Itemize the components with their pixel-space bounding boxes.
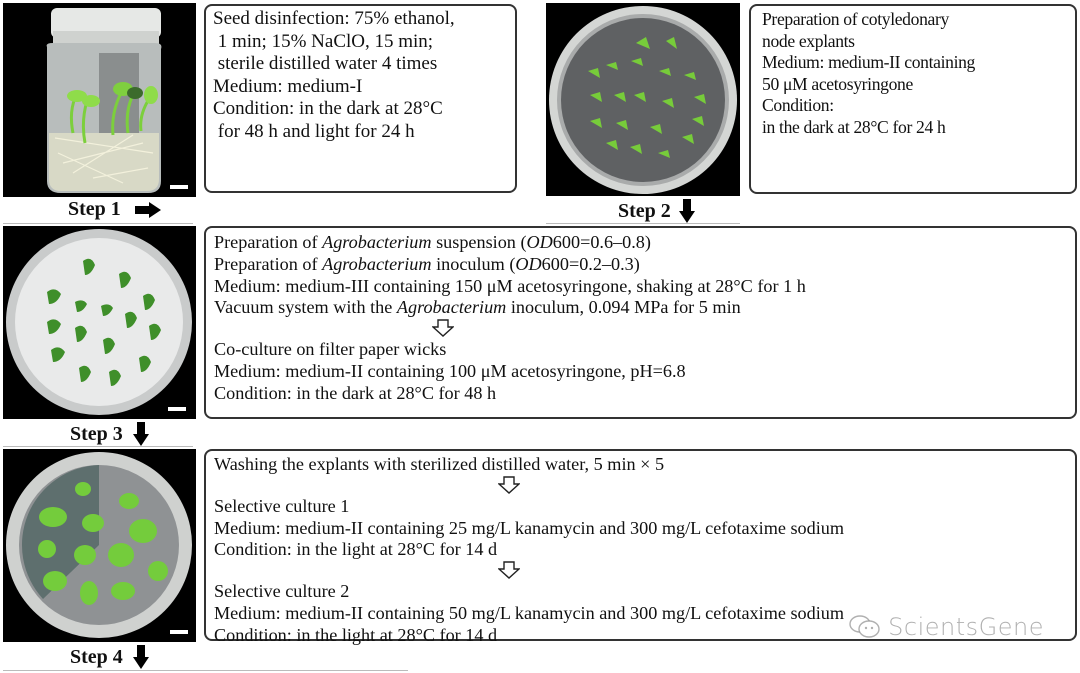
- hollow-arrow-down-icon: [498, 476, 520, 494]
- step2-photo-dish: [546, 3, 740, 196]
- flow-arrow: [214, 561, 1075, 581]
- scale-bar: [168, 407, 186, 411]
- watermark: ScientsGene: [848, 613, 1044, 641]
- chat-bubble-icon: [848, 614, 882, 640]
- flow-arrow: [214, 319, 1075, 339]
- arrow-down-icon: [133, 645, 149, 669]
- section-divider: [546, 223, 740, 224]
- text-line: Co-culture on filter paper wicks: [214, 339, 447, 360]
- scale-bar: [170, 630, 188, 634]
- text-line: sterile distilled water 4 times: [213, 53, 438, 74]
- text-line: node explants: [762, 30, 855, 51]
- hollow-arrow-down-icon: [498, 561, 520, 579]
- text-line: Preparation of cotyledonary: [762, 9, 949, 29]
- step1-photo-jar: [3, 3, 196, 197]
- text-line: Medium: medium-I: [213, 75, 363, 97]
- text-line: in the dark at 28°C for 24 h: [762, 116, 946, 137]
- coculture-dish-image: [3, 226, 196, 419]
- text-line: Seed disinfection: 75% ethanol,: [213, 8, 455, 29]
- text-line: Medium: medium-II containing 100 μM acetosyringone, pH=6.8: [214, 360, 686, 381]
- flow-arrow: [214, 476, 1075, 496]
- hollow-arrow-down-icon: [432, 319, 454, 337]
- seedling-jar-image: [3, 3, 196, 197]
- arrow-down-icon: [679, 199, 695, 223]
- scale-bar: [170, 185, 188, 189]
- arrow-right-icon: [135, 202, 161, 218]
- text-line: Medium: medium-II containing: [762, 52, 976, 73]
- step1-description-box: [204, 4, 517, 193]
- text-line: Medium: medium-III containing 150 μM acetosyringone, shaking at 28°C for 1 h: [214, 275, 806, 296]
- step3-description-box: [204, 226, 1077, 419]
- text-line: Medium: medium-II containing 50 mg/L kanamycin and 300 mg/L cefotaxime sodium: [214, 602, 845, 623]
- text-line: Washing the explants with sterilized distilled water, 5 min × 5: [214, 454, 665, 474]
- text-line: Condition: in the light at 28°C for 14 d: [214, 624, 498, 645]
- text-line: Condition: in the dark at 28°C: [213, 98, 443, 119]
- text-line: Selective culture 1: [214, 495, 350, 516]
- text-line: Condition:: [762, 95, 834, 116]
- text-line: Preparation of Agrobacterium suspension (OD600=0.6–0.8): [214, 232, 651, 252]
- text-line: 1 min; 15% NaClO, 15 min;: [213, 30, 434, 52]
- section-divider: [3, 223, 193, 224]
- text-line: for 48 h and light for 24 h: [213, 120, 415, 142]
- text-line: Condition: in the light at 28°C for 14 d: [214, 539, 498, 560]
- step4-label: Step 4: [70, 645, 149, 669]
- section-divider: [3, 446, 193, 447]
- text-line: Preparation of Agrobacterium inoculum (OD600=0.2–0.3): [214, 253, 640, 274]
- text-line: Medium: medium-II containing 25 mg/L kanamycin and 300 mg/L cefotaxime sodium: [214, 517, 845, 538]
- selective-culture-dish-image: [3, 449, 196, 642]
- step3-label: Step 3: [70, 422, 149, 446]
- text-line: Condition: in the dark at 28°C for 48 h: [214, 382, 497, 403]
- text-line: Vacuum system with the Agrobacterium inoculum, 0.094 MPa for 5 min: [214, 297, 741, 318]
- section-divider: [3, 670, 408, 671]
- step2-label: Step 2: [618, 199, 695, 223]
- step1-label: Step 1: [68, 198, 161, 221]
- step3-photo-dish: [3, 226, 196, 419]
- text-line: 50 μM acetosyringone: [762, 73, 913, 94]
- step4-photo-dish: [3, 449, 196, 642]
- text-line: Selective culture 2: [214, 581, 350, 602]
- step2-description-box: [749, 4, 1077, 194]
- explant-dish-image: [546, 3, 740, 196]
- arrow-down-icon: [133, 422, 149, 446]
